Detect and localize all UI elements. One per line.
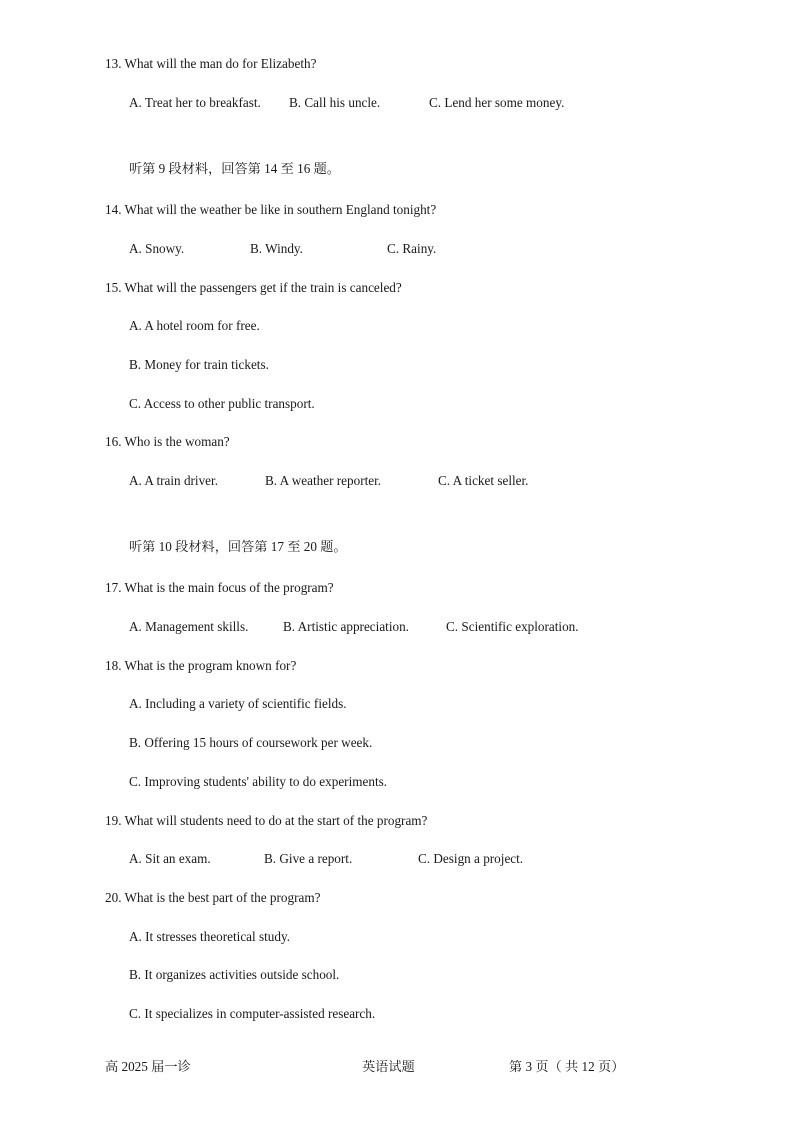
- q13-option-b: B. Call his uncle.: [289, 95, 381, 110]
- question-18: 18. What is the program known for?: [105, 658, 297, 673]
- q19-option-a: A. Sit an exam.: [129, 851, 211, 866]
- q13-option-c: C. Lend her some money.: [429, 95, 565, 110]
- q17-option-b: B. Artistic appreciation.: [283, 619, 409, 634]
- instruction-section-10: 听第 10 段材料，回答第 17 至 20 题。: [129, 539, 347, 554]
- q14-option-c: C. Rainy.: [387, 241, 437, 256]
- question-13: 13. What will the man do for Elizabeth?: [105, 56, 317, 71]
- q16-option-c: C. A ticket seller.: [438, 473, 529, 488]
- q16-option-b: B. A weather reporter.: [265, 473, 382, 488]
- q15-option-c: C. Access to other public transport.: [129, 396, 315, 411]
- q18-option-c: C. Improving students' ability to do experiments.: [129, 774, 388, 789]
- q16-option-a: A. A train driver.: [129, 473, 219, 488]
- footer-subject: 英语试题: [362, 1059, 415, 1074]
- question-15: 15. What will the passengers get if the train is canceled?: [105, 280, 402, 295]
- instruction-section-9: 听第 9 段材料，回答第 14 至 16 题。: [129, 161, 340, 176]
- question-17: 17. What is the main focus of the program?: [105, 580, 334, 595]
- q18-option-a: A. Including a variety of scientific fields.: [129, 696, 347, 711]
- q14-option-b: B. Windy.: [250, 241, 303, 256]
- footer-exam-name: 高 2025 届一诊: [105, 1059, 191, 1074]
- q15-option-a: A. A hotel room for free.: [129, 318, 260, 333]
- q19-option-b: B. Give a report.: [264, 851, 353, 866]
- question-14: 14. What will the weather be like in southern England tonight?: [105, 202, 437, 217]
- question-19: 19. What will students need to do at the start of the program?: [105, 813, 428, 828]
- q20-option-a: A. It stresses theoretical study.: [129, 929, 291, 944]
- q20-option-c: C. It specializes in computer-assisted research.: [129, 1006, 376, 1021]
- q13-option-a: A. Treat her to breakfast.: [129, 95, 261, 110]
- q20-option-b: B. It organizes activities outside school.: [129, 967, 340, 982]
- q18-option-b: B. Offering 15 hours of coursework per week.: [129, 735, 373, 750]
- question-20: 20. What is the best part of the program?: [105, 890, 321, 905]
- q15-option-b: B. Money for train tickets.: [129, 357, 269, 372]
- q17-option-a: A. Management skills.: [129, 619, 249, 634]
- question-16: 16. Who is the woman?: [105, 434, 230, 449]
- footer-page-number: 第 3 页（ 共 12 页）: [509, 1059, 625, 1074]
- q19-option-c: C. Design a project.: [418, 851, 524, 866]
- q14-option-a: A. Snowy.: [129, 241, 185, 256]
- q17-option-c: C. Scientific exploration.: [446, 619, 579, 634]
